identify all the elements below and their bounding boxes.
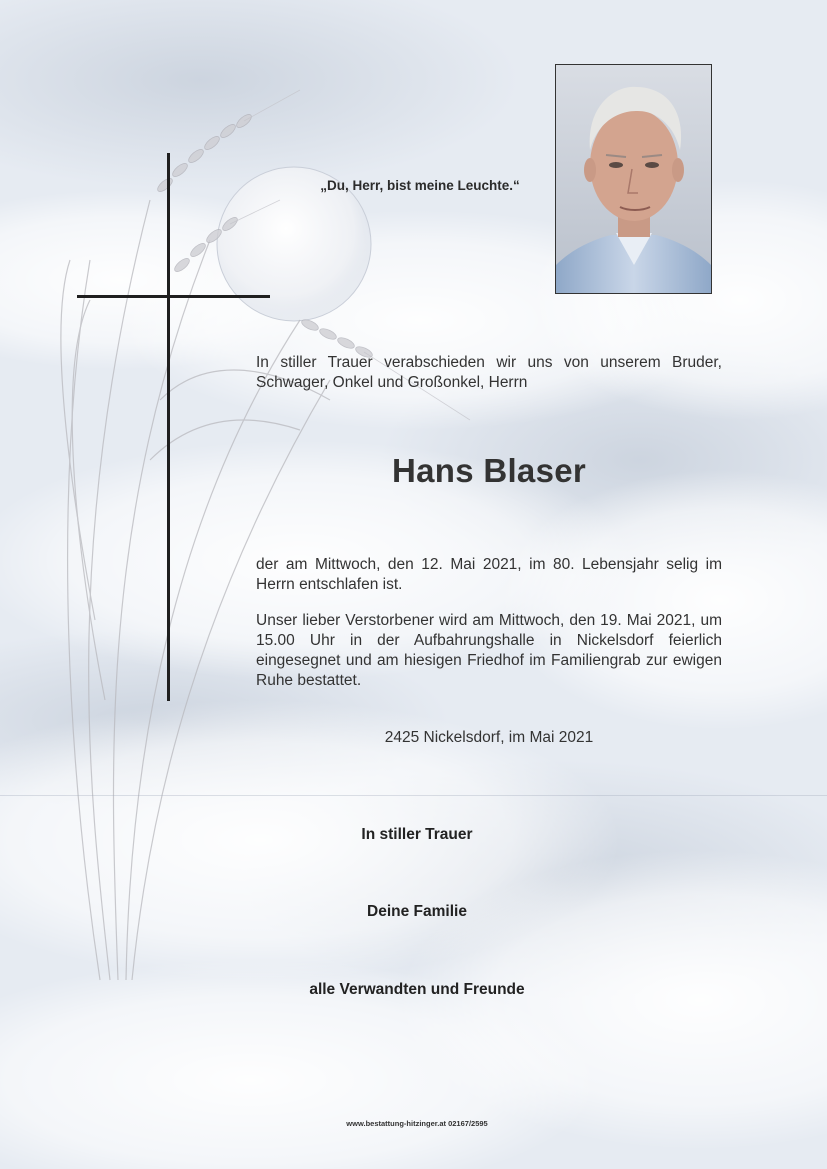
- portrait-photo: [555, 64, 712, 294]
- funeral-notice: Unser lieber Verstorbener wird am Mittwoch, den 19. Mai 2021, um 15.00 Uhr in der Aufbahrungshalle in Nickelsdorf feierlich eingesegnet und am hiesigen Friedhof im Familiengrab zur ewigen Ruhe bestattet.: [256, 612, 722, 689]
- fold-line: [0, 795, 827, 796]
- place-date: 2425 Nickelsdorf, im Mai 2021: [384, 729, 594, 746]
- mourners-line: alle Verwandten und Freunde: [309, 981, 525, 998]
- deceased-name: Hans Blaser: [391, 452, 587, 489]
- cross-icon-bar: [77, 295, 270, 298]
- death-notice: der am Mittwoch, den 12. Mai 2021, im 80. Lebensjahr selig im Herrn entschlafen ist.: [256, 556, 722, 593]
- intro-text: In stiller Trauer verabschieden wir uns von unserem Bruder, Schwager, Onkel und Großonkel, Herrn: [256, 354, 722, 391]
- quote: „Du, Herr, bist meine Leuchte.“: [320, 178, 520, 193]
- undertaker-footer: www.bestattung-hitzinger.at 02167/2595: [346, 1119, 488, 1128]
- mourners-line: In stiller Trauer: [361, 826, 473, 843]
- cross-icon: [167, 153, 170, 701]
- mourners-line: Deine Familie: [367, 903, 467, 920]
